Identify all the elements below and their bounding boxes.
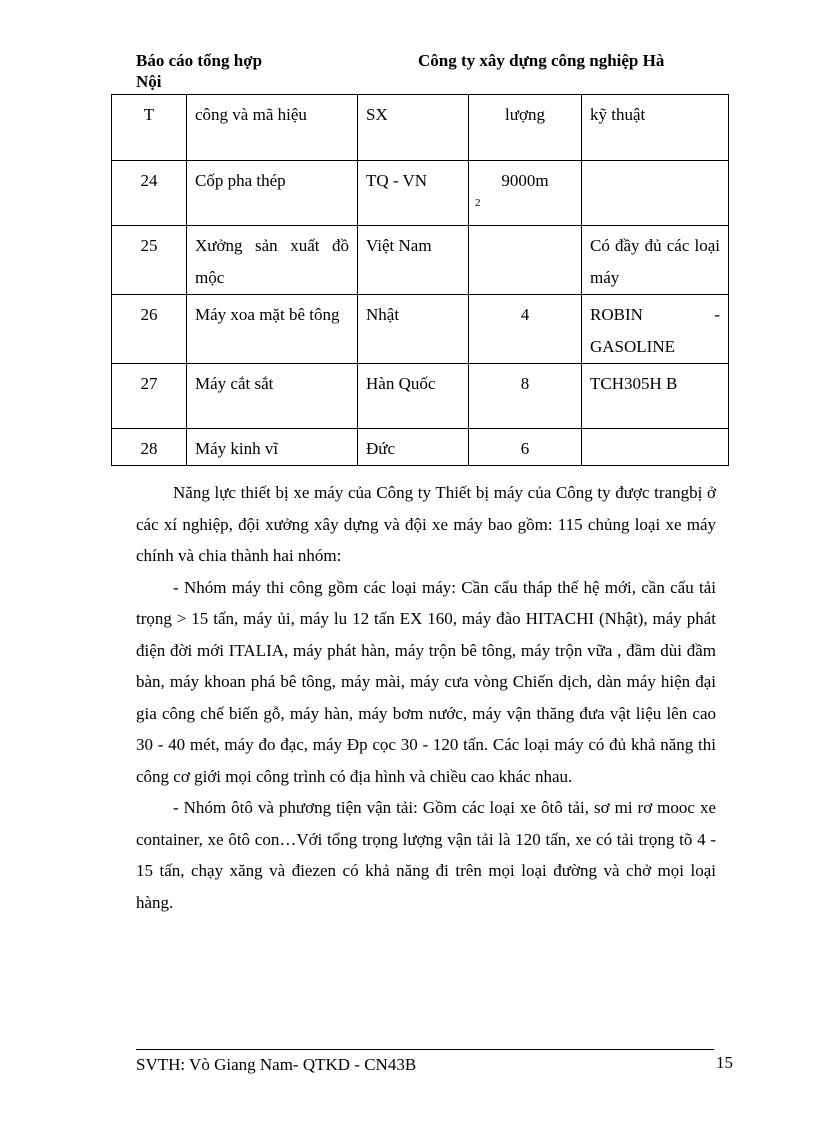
cell-qty xyxy=(469,161,582,226)
cell-spec: Có đầy đủ các loại máy xyxy=(582,226,729,295)
table-row xyxy=(112,161,729,226)
table-row xyxy=(112,429,729,466)
cell-spec xyxy=(582,161,729,226)
cell-name: Máy cắt sắt xyxy=(187,364,358,429)
cell-origin: Nhật xyxy=(358,295,469,364)
table-row xyxy=(112,226,729,295)
paragraph-construction-machines: - Nhóm máy thi công gồm các loại máy: Cần cẩu tháp thế hệ mới, cần cẩu tải trọng > 15 tấn, máy ủi, máy lu 12 tấn EX 160, máy đào HITACHI (Nhật), máy phát điện đời mới ITALIA, máy phát hàn, máy trộn bê tông, máy trộn vữa , đầm dùi đầm bàn, máy khoan phá bê tông, máy mài, máy cưa vòng Chiến dịch, dàn máy hiện đại gia công chế biến gỗ, máy hàn, máy bơm nước, máy vận thăng đưa vật liệu lên cao 30 - 40 mét, máy đo đạc, máy Đp cọc 30 - 120 tấn. Các loại máy có đủ khả năng thi công cơ giới mọi công trình có địa hình và chiều cao khác nhau. xyxy=(136,577,716,786)
qty-value: 9000m xyxy=(501,171,549,190)
header-left xyxy=(136,50,262,92)
cell-name: Cốp pha thép xyxy=(187,161,358,226)
body-text xyxy=(136,477,716,918)
cell-stt: 24 xyxy=(112,161,187,226)
cell-name: Máy xoa mặt bê tông xyxy=(187,295,358,364)
cell-stt: T xyxy=(112,95,187,161)
page-number: 15 xyxy=(716,1053,733,1072)
cell-qty: 8 xyxy=(469,364,582,429)
cell-spec: kỹ thuật xyxy=(582,95,729,161)
cell-qty: lượng xyxy=(469,95,582,161)
header-company: Công ty xây dựng công nghiệp Hà xyxy=(418,51,665,70)
cell-origin: Đức xyxy=(358,429,469,466)
cell-name: Máy kinh vĩ xyxy=(187,429,358,466)
cell-stt: 25 xyxy=(112,226,187,295)
cell-stt: 27 xyxy=(112,364,187,429)
equipment-table xyxy=(111,94,729,466)
cell-qty: 6 xyxy=(469,429,582,466)
cell-spec: TCH305H B xyxy=(582,364,729,429)
cell-stt: 28 xyxy=(112,429,187,466)
cell-origin: Việt Nam xyxy=(358,226,469,295)
header-company-wrap: Nội xyxy=(136,72,162,91)
cell-name: công và mã hiệu xyxy=(187,95,358,161)
paragraph-vehicles: - Nhóm ôtô và phương tiện vận tải: Gồm các loại xe ôtô tải, sơ mi rơ mooc xe container, xe ôtô con…Với tổng trọng lượng vận tải là 120 tấn, xe có tải trọng tõ 4 - 15 tấn, chạy xăng và điezen có khả năng đi trên mọi loại đường và chở mọi loại hàng. xyxy=(136,798,716,912)
table-row xyxy=(112,295,729,364)
header-report-title: Báo cáo tổng hợp xyxy=(136,51,263,70)
cell-name: Xưởng sản xuất đồ mộc xyxy=(187,226,358,295)
cell-spec xyxy=(582,429,729,466)
cell-origin: SX xyxy=(358,95,469,161)
footer-divider xyxy=(136,1049,714,1050)
cell-spec: ROBIN - GASOLINE xyxy=(582,295,729,364)
cell-stt: 26 xyxy=(112,295,187,364)
paragraph-intro: Năng lực thiết bị xe máy của Công ty Thiết bị máy của Công ty được trangbị ở các xí nghiệp, đội xưởng xây dựng và đội xe máy bao gồm: 115 chủng loại xe máy chính và chia thành hai nhóm: xyxy=(136,483,716,565)
cell-qty: 4 xyxy=(469,295,582,364)
qty-superscript: 2 xyxy=(475,197,481,209)
cell-qty xyxy=(469,226,582,295)
footer-author: SVTH: Vò Giang Nam- QTKD - CN43B xyxy=(136,1055,417,1074)
cell-origin: TQ - VN xyxy=(358,161,469,226)
cell-origin: Hàn Quốc xyxy=(358,364,469,429)
table-row xyxy=(112,364,729,429)
table-row-continued xyxy=(112,95,729,161)
